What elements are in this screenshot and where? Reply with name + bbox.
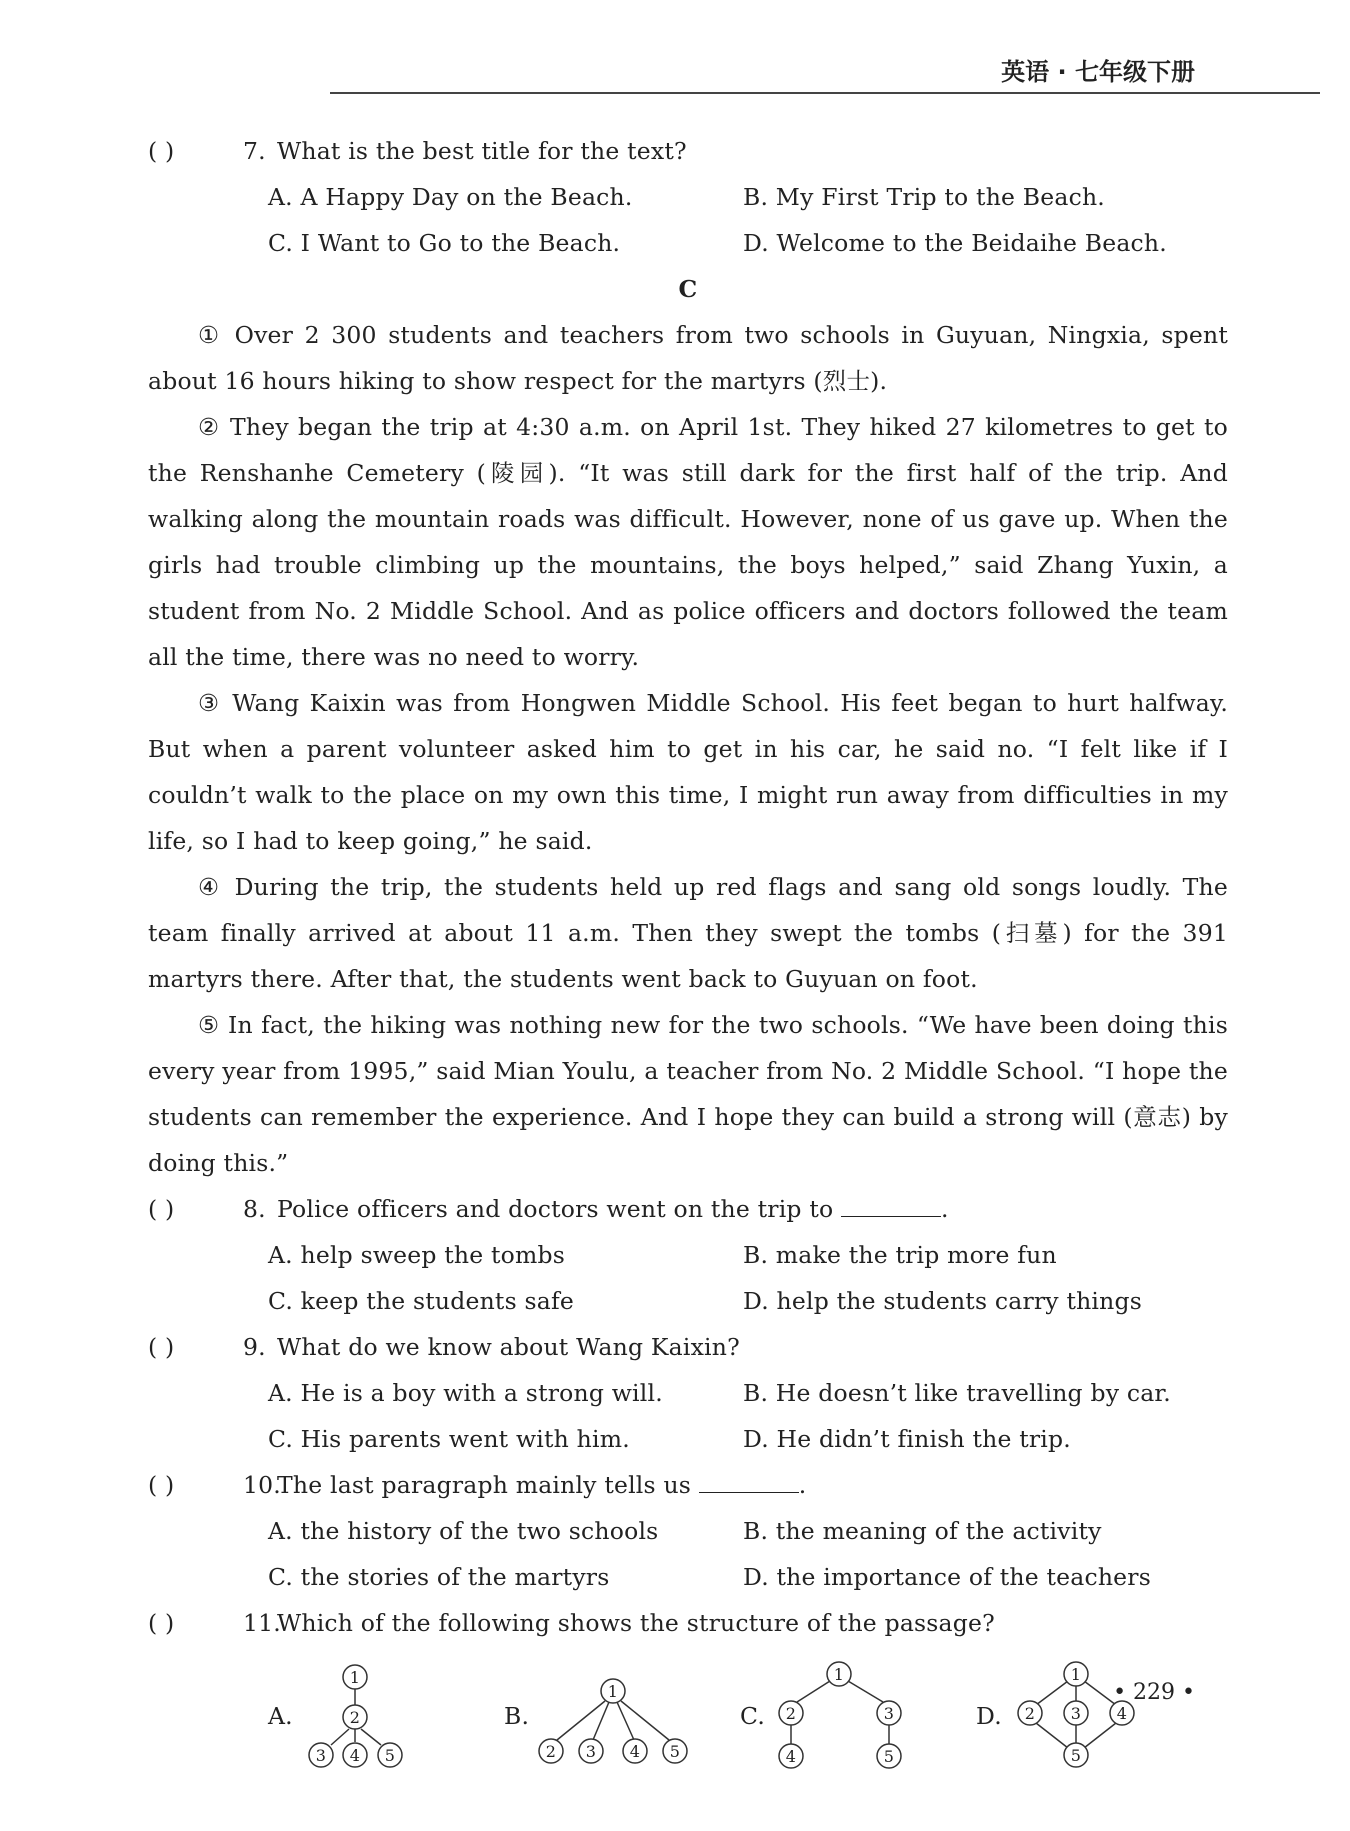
option-c: C. I Want to Go to the Beach. xyxy=(268,229,621,257)
option-b: B. He doesn’t like travelling by car. xyxy=(743,1379,1171,1407)
answer-blank: ( ) xyxy=(148,1195,175,1223)
diagram-label: B. xyxy=(504,1702,530,1730)
node-2 xyxy=(1018,1701,1042,1725)
svg-text:5: 5 xyxy=(669,1742,681,1761)
node-2 xyxy=(779,1701,803,1725)
option-a: A. help sweep the tombs xyxy=(268,1241,566,1269)
diagram-option-a xyxy=(268,1660,504,1772)
node-2 xyxy=(343,1705,367,1729)
option-c: C. the stories of the martyrs xyxy=(268,1563,610,1591)
svg-text:3: 3 xyxy=(315,1746,327,1765)
svg-text:4: 4 xyxy=(785,1747,797,1766)
node-5 xyxy=(1064,1743,1088,1767)
structure-diagrams xyxy=(148,1660,1228,1772)
question-stem: Police officers and doctors went on the trip to xyxy=(277,1195,834,1223)
option-b: B. My First Trip to the Beach. xyxy=(743,183,1105,211)
svg-text:2: 2 xyxy=(1024,1704,1036,1723)
diagram-edge xyxy=(848,1681,883,1702)
header-divider xyxy=(330,92,1320,94)
diagram-edge xyxy=(1084,1723,1116,1748)
svg-text:1: 1 xyxy=(833,1665,845,1684)
svg-text:5: 5 xyxy=(384,1746,396,1765)
node-4 xyxy=(343,1743,367,1767)
diagram-edge xyxy=(621,1701,669,1740)
diagram-edge xyxy=(361,1729,381,1745)
question-9 xyxy=(148,1324,1228,1462)
svg-text:3: 3 xyxy=(883,1704,895,1723)
diagram-edge xyxy=(331,1729,349,1745)
structure-diagram-d xyxy=(1006,1660,1146,1772)
node-4 xyxy=(623,1739,647,1763)
node-5 xyxy=(663,1739,687,1763)
paragraph-3: ③ Wang Kaixin was from Hongwen Middle School. His feet began to hurt halfway. But when a parent volunteer asked him to get in his car, he said no. “I felt like if I couldn’t walk to the place on my own this time, I might run away from difficulties in my life, so I had to keep going,” he said. xyxy=(148,689,1228,855)
svg-text:3: 3 xyxy=(585,1742,597,1761)
node-3 xyxy=(877,1701,901,1725)
page-number: • 229 • xyxy=(1113,1680,1195,1705)
question-text: Which of the following shows the structure of the passage? xyxy=(277,1609,995,1637)
option-c: C. keep the students safe xyxy=(268,1287,574,1315)
svg-text:4: 4 xyxy=(1116,1704,1128,1723)
option-a: A. the history of the two schools xyxy=(268,1517,659,1545)
question-end: . xyxy=(941,1195,949,1223)
node-3 xyxy=(1064,1701,1088,1725)
diagram-edge xyxy=(797,1681,830,1702)
answer-blank: ( ) xyxy=(148,137,175,165)
option-b: B. the meaning of the activity xyxy=(743,1517,1102,1545)
diagram-edge xyxy=(593,1702,609,1740)
node-1 xyxy=(827,1662,851,1686)
section-label: C xyxy=(678,275,698,303)
svg-text:1: 1 xyxy=(1070,1665,1082,1684)
paragraph-4: ④ During the trip, the students held up red flags and sang old songs loudly. The team finally arrived at about 11 a.m. Then they swept the tombs (扫墓) for the 391 martyrs there. After that, the students went back to Guyuan on foot. xyxy=(148,873,1228,993)
question-10 xyxy=(148,1462,1228,1600)
question-text xyxy=(277,1462,806,1508)
question-text xyxy=(277,1186,949,1232)
diagram-edge xyxy=(557,1701,605,1740)
diagram-label: D. xyxy=(976,1702,1002,1730)
fill-blank xyxy=(841,1194,941,1217)
node-3 xyxy=(309,1743,333,1767)
paragraph-2: ② They began the trip at 4:30 a.m. on April 1st. They hiked 27 kilometres to get to the Renshanhe Cemetery (陵园). “It was still dark for the first half of the trip. And walking along the mountain roads was difficult. However, none of us gave up. When the girls had trouble climbing up the mountains, the boys helped,” said Zhang Yuxin, a student from No. 2 Middle School. And as police officers and doctors followed the team all the time, there was no need to worry. xyxy=(148,413,1228,671)
option-c: C. His parents went with him. xyxy=(268,1425,630,1453)
diagram-edge xyxy=(1084,1681,1116,1705)
svg-text:5: 5 xyxy=(1070,1746,1082,1765)
question-stem: The last paragraph mainly tells us xyxy=(277,1471,692,1499)
node-1 xyxy=(601,1679,625,1703)
question-number: 11. xyxy=(243,1609,281,1637)
svg-text:1: 1 xyxy=(349,1668,361,1687)
svg-text:1: 1 xyxy=(607,1682,619,1701)
option-a: A. He is a boy with a strong will. xyxy=(268,1379,663,1407)
question-number: 9. xyxy=(243,1333,266,1361)
structure-diagram-c xyxy=(769,1660,909,1772)
svg-text:4: 4 xyxy=(629,1742,641,1761)
svg-text:2: 2 xyxy=(785,1704,797,1723)
fill-blank xyxy=(699,1470,799,1493)
svg-text:4: 4 xyxy=(349,1746,361,1765)
answer-blank: ( ) xyxy=(148,1333,175,1361)
diagram-edge xyxy=(617,1702,634,1740)
node-1 xyxy=(1064,1662,1088,1686)
diagram-option-c xyxy=(740,1660,976,1772)
paragraph-1: ① Over 2 300 students and teachers from two schools in Guyuan, Ningxia, spent about 16 hours hiking to show respect for the martyrs (烈士). xyxy=(148,321,1228,395)
node-5 xyxy=(378,1743,402,1767)
question-number: 10. xyxy=(243,1471,281,1499)
option-b: B. make the trip more fun xyxy=(743,1241,1057,1269)
passage xyxy=(148,312,1228,1186)
option-d: D. Welcome to the Beidaihe Beach. xyxy=(743,229,1167,257)
structure-diagram-a xyxy=(297,1660,417,1772)
diagram-label: C. xyxy=(740,1702,766,1730)
diagram-label: A. xyxy=(268,1702,293,1730)
diagram-edge xyxy=(1036,1681,1068,1705)
option-a: A. A Happy Day on the Beach. xyxy=(268,183,633,211)
question-8 xyxy=(148,1186,1228,1324)
node-5 xyxy=(877,1744,901,1768)
page-header-title: 英语 · 七年级下册 xyxy=(1001,58,1195,86)
node-2 xyxy=(539,1739,563,1763)
svg-text:5: 5 xyxy=(883,1747,895,1766)
question-text: What do we know about Wang Kaixin? xyxy=(277,1333,740,1361)
question-text: What is the best title for the text? xyxy=(277,137,687,165)
question-number: 7. xyxy=(243,137,266,165)
paragraph-5: ⑤ In fact, the hiking was nothing new for the two schools. “We have been doing this every year from 1995,” said Mian Youlu, a teacher from No. 2 Middle School. “I hope the students can remember the experience. And I hope they can build a strong will (意志) by doing this.” xyxy=(148,1011,1228,1177)
diagram-option-b xyxy=(504,1660,740,1772)
question-end: . xyxy=(798,1471,807,1499)
diagram-edge xyxy=(1036,1723,1068,1748)
option-d: D. He didn’t finish the trip. xyxy=(743,1425,1071,1453)
answer-blank: ( ) xyxy=(148,1471,175,1499)
page-content xyxy=(148,128,1228,1772)
question-7 xyxy=(148,128,1228,266)
diagram-option-d xyxy=(976,1660,1212,1772)
svg-text:2: 2 xyxy=(349,1708,361,1727)
structure-diagram-b xyxy=(533,1660,693,1772)
option-d: D. the importance of the teachers xyxy=(743,1563,1151,1591)
answer-blank: ( ) xyxy=(148,1609,175,1637)
question-11 xyxy=(148,1600,1228,1772)
node-1 xyxy=(343,1665,367,1689)
question-number: 8. xyxy=(243,1195,266,1223)
option-d: D. help the students carry things xyxy=(743,1287,1142,1315)
node-3 xyxy=(579,1739,603,1763)
node-4 xyxy=(779,1744,803,1768)
svg-text:3: 3 xyxy=(1070,1704,1082,1723)
svg-text:2: 2 xyxy=(545,1742,557,1761)
